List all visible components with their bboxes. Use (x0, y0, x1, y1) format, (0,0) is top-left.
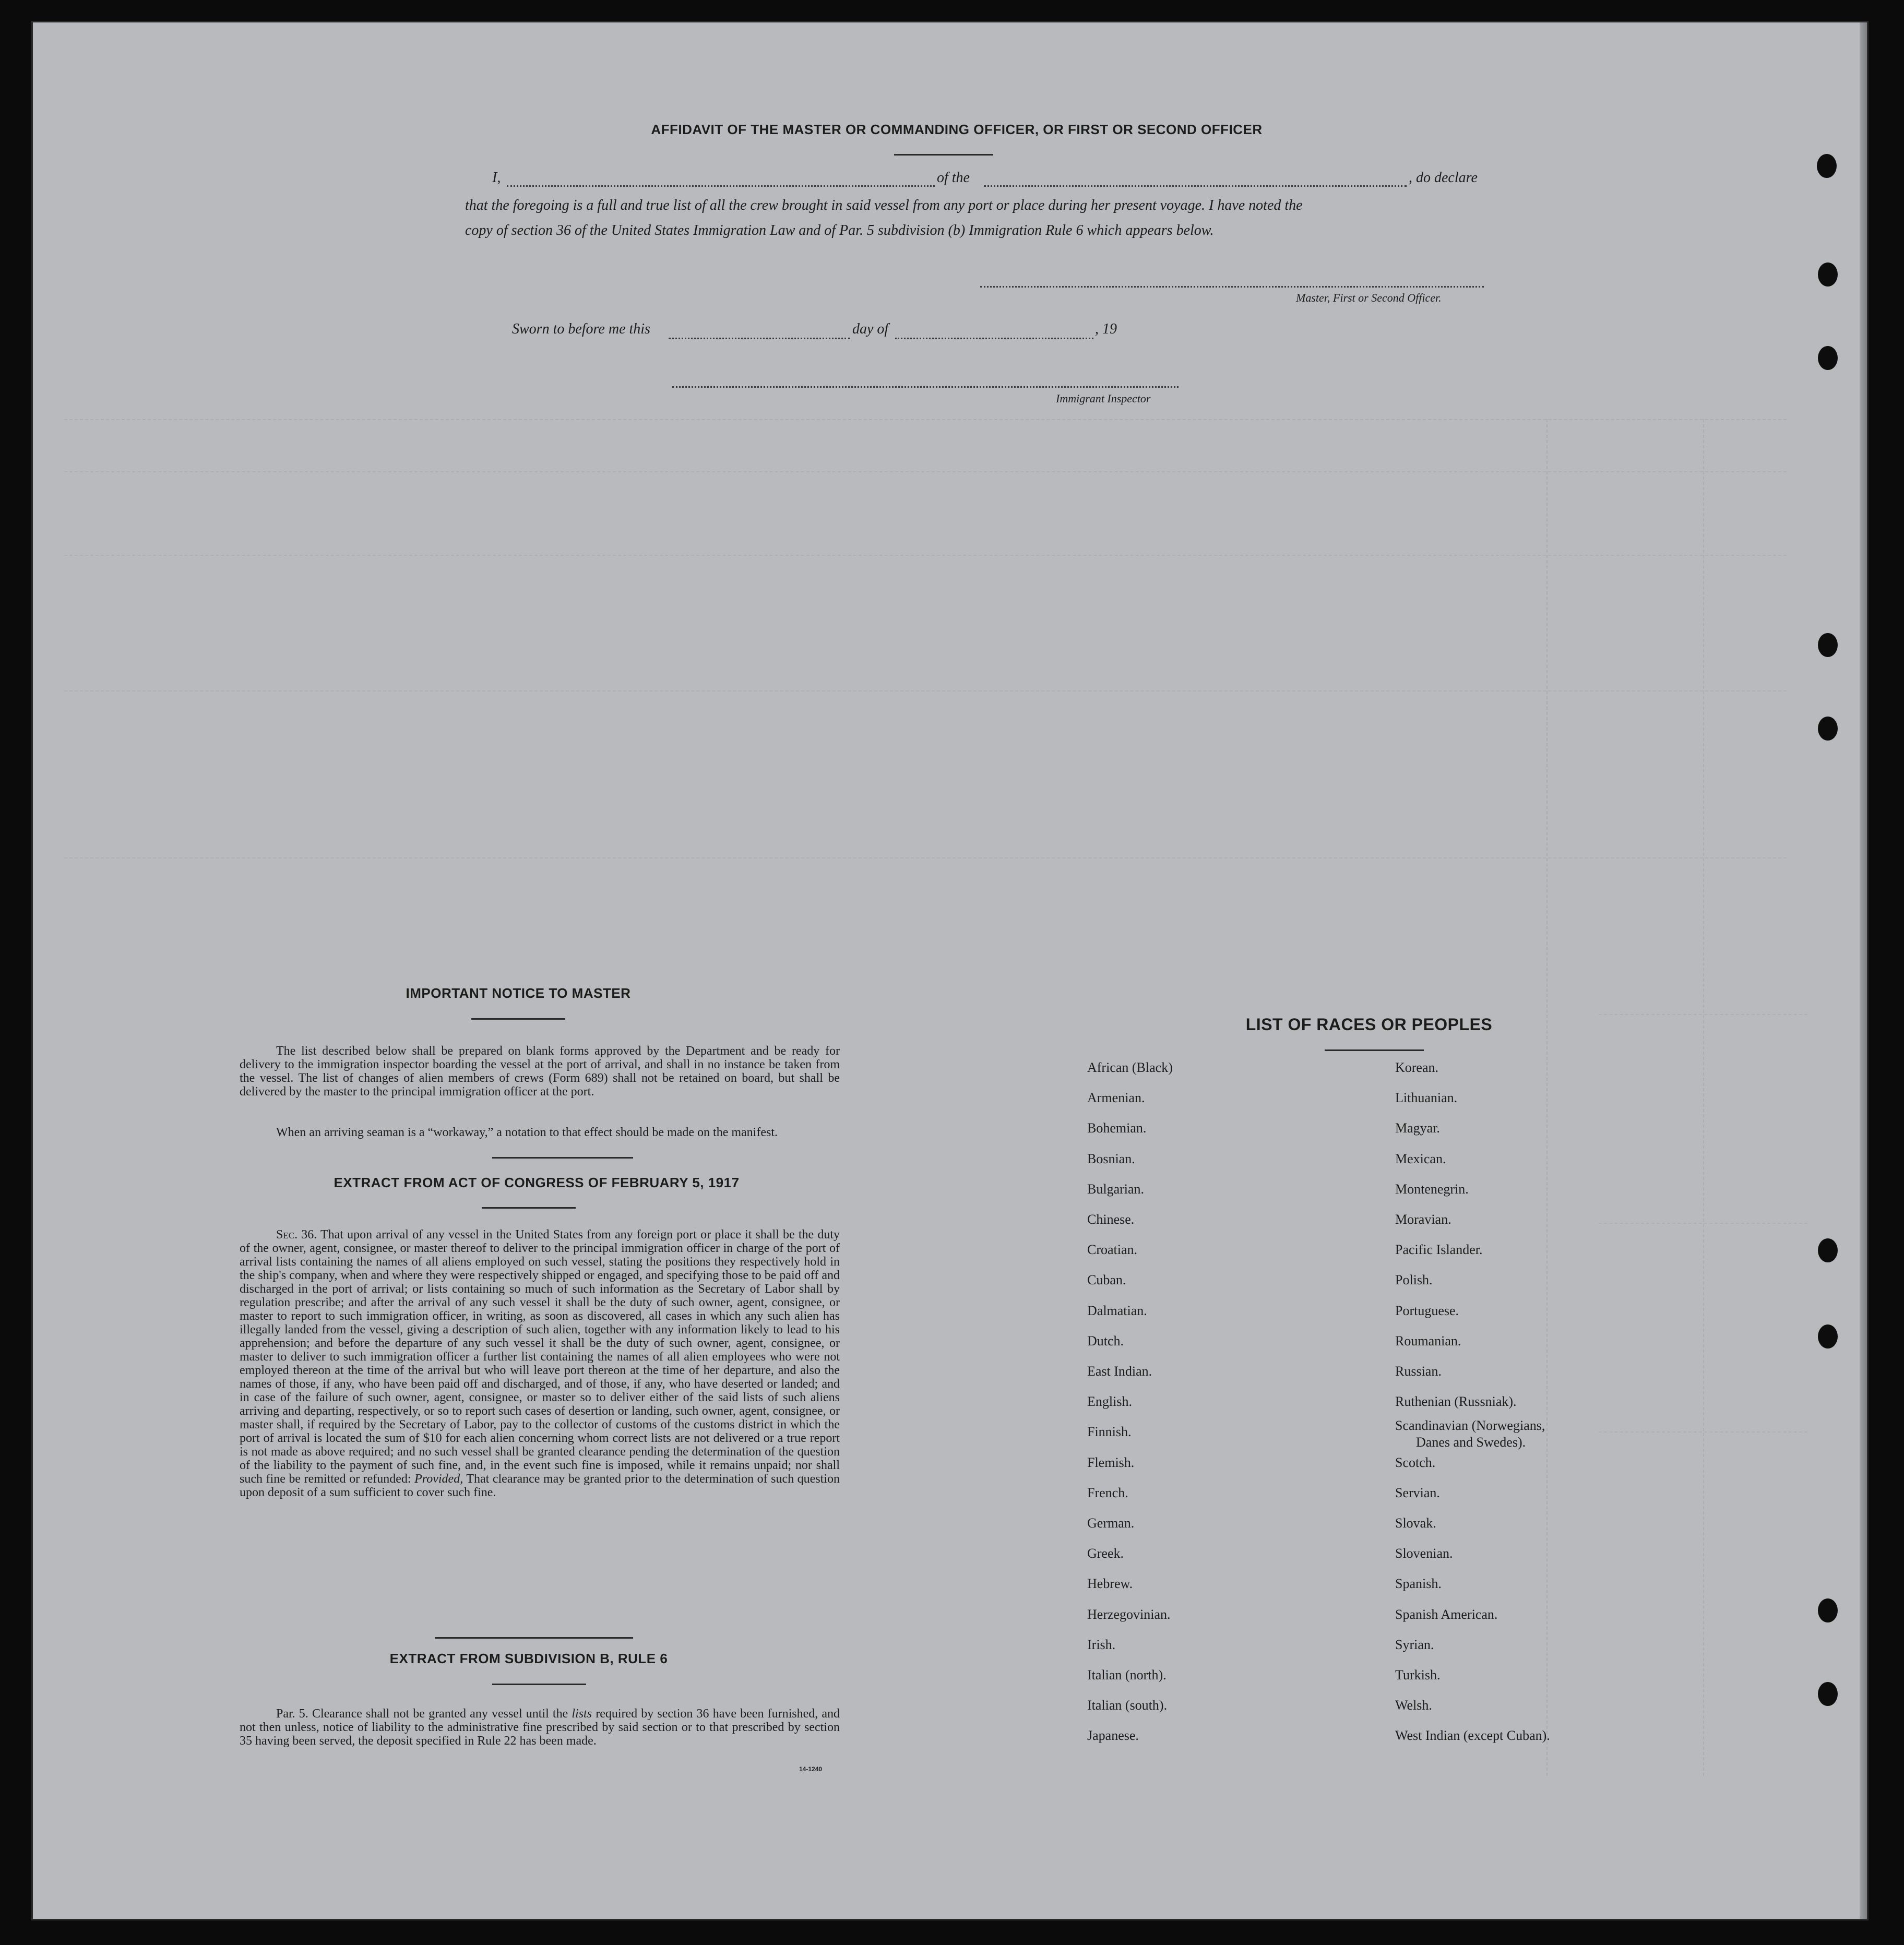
act-extract-body (240, 1228, 840, 1499)
race-item: Bosnian. (1087, 1151, 1135, 1166)
rule-extract-body (240, 1707, 840, 1748)
inspector-signature-field[interactable] (672, 386, 1179, 388)
race-item: Ruthenian (Russniak). (1395, 1394, 1517, 1410)
binder-hole (1818, 633, 1838, 657)
race-item: Russian. (1395, 1364, 1442, 1379)
rule-extract-title: EXTRACT FROM SUBDIVISION B, RULE 6 (389, 1651, 668, 1666)
day-of-label: day of (852, 321, 889, 337)
act-body-text: That upon arrival of any vessel in the United States from any foreign port or place it shall be the duty of the owner, agent, consignee, or master thereof to deliver to the principal immigration officer in charge of the port of arrival lists containing the names of all aliens employed on such vessel, stating the positions they respectively hold in the ship's company, when and where they were respectively shipped or engaged, and specifying those to be paid off and discharged in the port of arrival; or lists containing so much of such information as the Secretary of Labor shall by regulation prescribe; and after the arrival of any such vessel it shall be the duty of such owner, agent, consignee, or master to report to such immigration officer, in writing, as soon as discovered, all cases in which any such alien has illegally landed from the vessel, giving a description of such alien, together with any information likely to lead to his apprehension; and before the departure of any such vessel it shall be the duty of such owner, agent, consignee, or master to deliver to such immigration officer a further list containing the names of all alien employees who were not employed thereon at the time of the arrival but who will leave port thereon at the time of her departure, and also the names of those, if any, who have been paid off and discharged, and of those, if any, who have deserted or landed; and in case of the failure of such owner, agent, consignee, or master so to deliver either of the said lists of such aliens arriving and departing, respectively, or so to report such cases of desertion or landing, such owner, agent, consignee, or master shall, if required by the Secretary of Labor, pay to the collector of customs of the customs district in which the port of arrival is located the sum of $10 for each alien concerning whom correct lists are not delivered or a true report is not made as above required; and no such vessel shall be granted clearance pending the determination of the question of the liability to the payment of such fine, and, in the event such fine is imposed, while it remains unpaid; nor shall such fine be remitted or refunded: (240, 1228, 840, 1486)
race-item: Bohemian. (1087, 1120, 1147, 1136)
affidavit-vessel-field[interactable] (984, 185, 1407, 187)
affidavit-title: AFFIDAVIT OF THE MASTER OR COMMANDING OFFICER, OR FIRST OR SECOND OFFICER (651, 122, 1263, 137)
race-item: East Indian. (1087, 1364, 1152, 1379)
sworn-label: Sworn to before me this (512, 321, 650, 337)
act-extract-end-rule (435, 1637, 633, 1639)
race-item: Roumanian. (1395, 1333, 1461, 1349)
race-item: French. (1087, 1485, 1128, 1500)
race-item: Magyar. (1395, 1120, 1440, 1136)
notice-separator-rule (492, 1157, 633, 1159)
race-item: Syrian. (1395, 1637, 1434, 1652)
master-signature-label: Master, First or Second Officer. (1296, 291, 1442, 304)
notice-title: IMPORTANT NOTICE TO MASTER (406, 985, 631, 1001)
race-item: Flemish. (1087, 1454, 1135, 1470)
affidavit-name-field[interactable] (507, 185, 935, 187)
affidavit-text-line1: that the foregoing is a full and true list of all the crew brought in said vessel from any port or place during her present voyage. I have noted the (465, 197, 1303, 213)
binder-hole (1818, 1238, 1838, 1262)
race-item: Dalmatian. (1087, 1303, 1147, 1318)
race-item: German. (1087, 1516, 1135, 1531)
notice-paragraph-1: The list described below shall be prepared on blank forms approved by the Department and be ready for delivery to the immigration inspector boarding the vessel at the port of arrival, and shall in no instance be taken from the vessel. The list of changes of alien members of crews (Form 689) shall not be retained on board, but shall be delivered by the master to the principal immigration officer at the port. (240, 1044, 840, 1099)
race-item: Montenegrin. (1395, 1181, 1469, 1197)
race-item: Welsh. (1395, 1698, 1432, 1713)
affidavit-of-the-label: of the (937, 170, 970, 186)
race-item: Japanese. (1087, 1728, 1139, 1744)
form-number: 14-1240 (799, 1765, 823, 1773)
notice-title-rule (471, 1018, 565, 1020)
bleed-through-layer (33, 22, 1867, 1919)
race-item: Portuguese. (1395, 1303, 1459, 1318)
document-page (31, 21, 1869, 1920)
affidavit-do-declare-label: , do declare (1409, 170, 1478, 186)
notice-paragraph-2: When an arriving seaman is a “workaway,” a notation to that effect should be made on the manifest. (276, 1126, 778, 1139)
race-item: Italian (north). (1087, 1667, 1167, 1683)
binder-hole (1818, 717, 1838, 741)
binder-hole (1818, 1682, 1838, 1706)
provided-label: Provided, (414, 1472, 463, 1486)
race-item: Mexican. (1395, 1151, 1446, 1166)
race-item: Herzegovinian. (1087, 1606, 1171, 1622)
race-item: Hebrew. (1087, 1576, 1133, 1592)
races-title: LIST OF RACES OR PEOPLES (1245, 1015, 1493, 1034)
race-item: Korean. (1395, 1060, 1439, 1075)
race-item-continuation: Danes and Swedes). (1416, 1435, 1526, 1450)
sworn-month-field[interactable] (895, 338, 1093, 339)
page-edge-shadow (1860, 22, 1869, 1919)
race-item: Bulgarian. (1087, 1181, 1145, 1197)
race-item: Slovak. (1395, 1516, 1436, 1531)
master-signature-field[interactable] (980, 286, 1484, 288)
race-item: Pacific Islander. (1395, 1242, 1483, 1258)
race-item: Scandinavian (Norwegians, (1395, 1418, 1545, 1434)
race-item: Turkish. (1395, 1667, 1441, 1683)
race-item: Armenian. (1087, 1090, 1145, 1106)
act-body-end: That clearance may be granted prior to the determination of such question upon deposit of a sum sufficient to cover such fine. (240, 1472, 840, 1499)
binder-hole (1818, 346, 1838, 370)
race-item: Italian (south). (1087, 1698, 1168, 1713)
race-item: Irish. (1087, 1637, 1116, 1652)
binder-hole (1818, 262, 1838, 287)
sworn-day-field[interactable] (669, 338, 850, 339)
affidavit-title-rule (894, 154, 993, 156)
act-extract-title: EXTRACT FROM ACT OF CONGRESS OF FEBRUARY 5, 1917 (334, 1175, 740, 1190)
sec-label: Sec. 36. (276, 1228, 317, 1242)
affidavit-text-line2: copy of section 36 of the United States Immigration Law and of Par. 5 subdivision (b) Immigration Rule 6 which appears below. (465, 222, 1214, 238)
race-item: Spanish. (1395, 1576, 1442, 1592)
race-item: Polish. (1395, 1272, 1433, 1288)
race-item: Finnish. (1087, 1424, 1132, 1440)
race-item: Lithuanian. (1395, 1090, 1458, 1106)
race-item: African (Black) (1087, 1060, 1173, 1075)
race-item: Chinese. (1087, 1212, 1135, 1227)
act-extract-title-rule (482, 1207, 576, 1209)
race-item: Spanish American. (1395, 1606, 1498, 1622)
race-item: West Indian (except Cuban). (1395, 1728, 1550, 1744)
race-item: Slovenian. (1395, 1546, 1453, 1561)
race-item: Greek. (1087, 1546, 1124, 1561)
race-item: English. (1087, 1394, 1132, 1410)
race-item: Cuban. (1087, 1272, 1126, 1288)
rule-extract-title-rule (492, 1684, 586, 1685)
affidavit-i-label: I, (492, 170, 501, 186)
binder-hole (1818, 1324, 1838, 1349)
rule-text-start: Par. 5. Clearance shall not be granted any vessel until the (276, 1707, 568, 1721)
race-item: Servian. (1395, 1485, 1440, 1500)
race-item: Dutch. (1087, 1333, 1124, 1349)
year-label: , 19 (1095, 321, 1117, 337)
rule-text-end: required by section 36 have been furnished, and not then unless, notice of liability to the administrative fine prescribed by said section or to that prescribed by section 35 having been served, the deposit specified in Rule 22 has been made. (240, 1707, 840, 1748)
race-item: Croatian. (1087, 1242, 1138, 1258)
rule-lists-word: lists (572, 1707, 592, 1721)
race-item: Moravian. (1395, 1212, 1451, 1227)
binder-hole (1818, 1598, 1838, 1622)
race-item: Scotch. (1395, 1454, 1436, 1470)
races-title-rule (1325, 1049, 1424, 1051)
inspector-label: Immigrant Inspector (1056, 392, 1151, 405)
binder-hole (1817, 154, 1837, 178)
